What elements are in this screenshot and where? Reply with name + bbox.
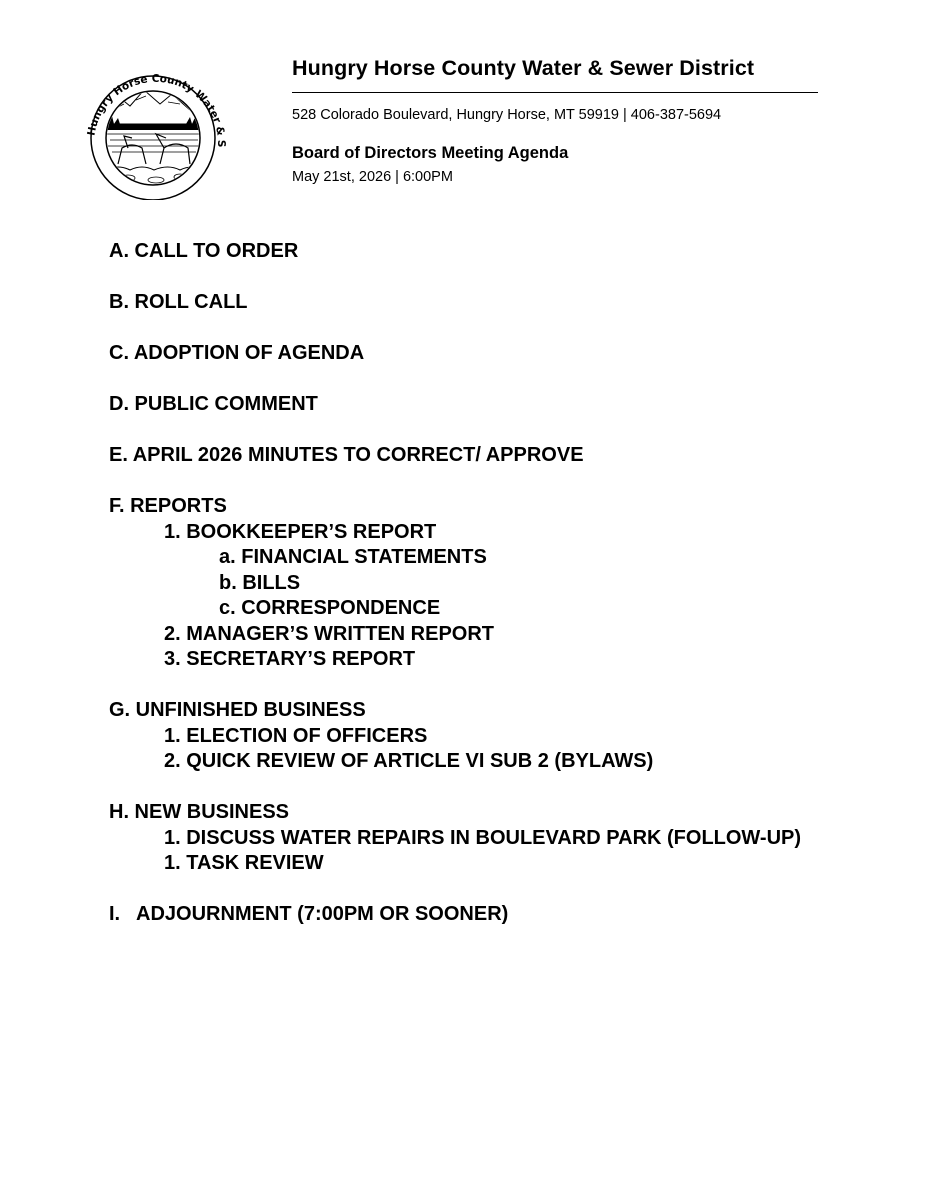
agenda-item: 3. SECRETARY’S REPORT — [164, 648, 416, 670]
organization-address: 528 Colorado Boulevard, Hungry Horse, MT 59919 | 406-387-5694 — [292, 107, 722, 123]
agenda-subitem: b. BILLS — [219, 571, 301, 594]
meeting-date-time: May 21st, 2026 | 6:00PM — [292, 169, 453, 185]
agenda-section-unfinished-business — [109, 698, 909, 775]
agenda-section-adoption-of-agenda — [109, 341, 909, 367]
agenda-section-call-to-order — [109, 239, 909, 265]
agenda-section-new-business — [109, 800, 909, 877]
agenda-heading: C. ADOPTION OF AGENDA — [109, 342, 365, 364]
agenda-heading: I. ADJOURNMENT (7:00PM OR SOONER) — [109, 903, 509, 925]
agenda-section-roll-call — [109, 290, 909, 316]
seal-logo-icon — [72, 52, 234, 200]
seal-ring-text: Hungry Horse County Water & S — [85, 72, 228, 148]
agenda-subitem: c. CORRESPONDENCE — [219, 597, 441, 619]
agenda-heading: G. UNFINISHED BUSINESS — [109, 699, 366, 721]
agenda-heading: A. CALL TO ORDER — [109, 240, 299, 262]
agenda-heading: D. PUBLIC COMMENT — [109, 393, 318, 415]
agenda-heading: F. REPORTS — [109, 495, 227, 517]
agenda-item: 1. BOOKKEEPER’S REPORT — [164, 520, 437, 543]
agenda-heading: E. APRIL 2026 MINUTES TO CORRECT/ APPROVE — [109, 444, 584, 466]
district-seal-logo — [72, 52, 234, 200]
agenda-item: 2. MANAGER’S WRITTEN REPORT — [164, 622, 495, 645]
agenda-section-reports — [109, 494, 909, 673]
agenda-section-adjournment — [109, 902, 909, 928]
agenda-item: 1. ELECTION OF OFFICERS — [164, 724, 428, 747]
organization-name: Hungry Horse County Water & Sewer District — [292, 56, 755, 80]
meeting-title: Board of Directors Meeting Agenda — [292, 144, 569, 162]
agenda-heading: B. ROLL CALL — [109, 291, 248, 313]
agenda-item: 1. TASK REVIEW — [164, 852, 324, 874]
agenda-item: 2. QUICK REVIEW OF ARTICLE VI SUB 2 (BYLAWS) — [164, 750, 654, 772]
header-divider — [292, 92, 818, 93]
agenda-section-minutes — [109, 443, 909, 469]
agenda-subitem: a. FINANCIAL STATEMENTS — [219, 546, 487, 568]
agenda-section-public-comment — [109, 392, 909, 418]
agenda-heading: H. NEW BUSINESS — [109, 801, 290, 823]
agenda-item: 1. DISCUSS WATER REPAIRS IN BOULEVARD PARK (FOLLOW-UP) — [164, 826, 802, 849]
agenda-list — [109, 239, 909, 953]
